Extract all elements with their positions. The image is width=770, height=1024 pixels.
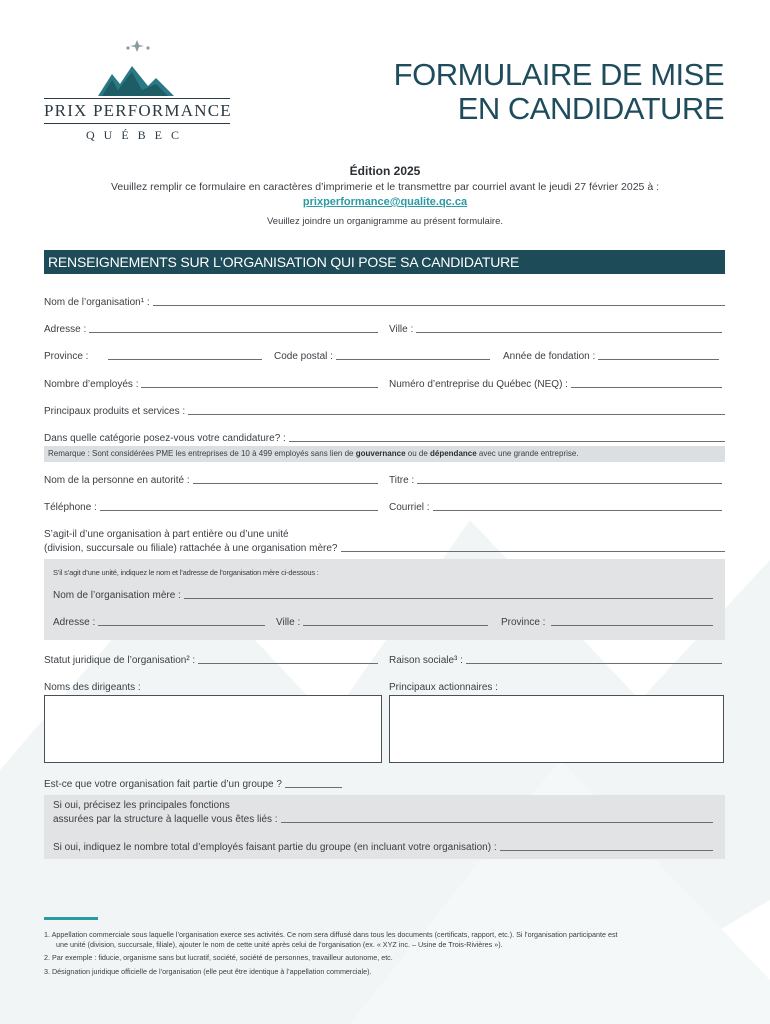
employees-field[interactable]: Nombre d’employés : bbox=[44, 379, 378, 390]
address-field[interactable]: Adresse : bbox=[44, 324, 378, 335]
footnote-divider bbox=[44, 917, 98, 920]
logo-line1: PRIX PERFORMANCE bbox=[44, 98, 230, 124]
unit-question-field[interactable]: (division, succursale ou filiale) rattachée à une organisation mère? bbox=[44, 543, 725, 554]
directors-textbox[interactable] bbox=[44, 695, 382, 763]
group-question-line1: Si oui, précisez les principales fonctions bbox=[53, 800, 230, 811]
org-name-field[interactable]: Nom de l’organisation¹ : bbox=[44, 297, 725, 308]
authority-person-field[interactable]: Nom de la personne en autorité : bbox=[44, 475, 378, 486]
logo-line2: QUÉBEC bbox=[86, 128, 188, 142]
postal-code-field[interactable]: Code postal : bbox=[274, 351, 490, 362]
attach-note: Veuillez joindre un organigramme au présent formulaire. bbox=[266, 216, 504, 227]
neq-field[interactable]: Numéro d’entreprise du Québec (NEQ) : bbox=[389, 379, 722, 390]
title-line2: EN CANDIDATURE bbox=[457, 91, 724, 126]
footnote-2: 2. Par exemple : fiducie, organisme sans but lucratif, société, société de personnes, travailleur autonome, etc. bbox=[44, 953, 393, 962]
shareholders-textbox[interactable] bbox=[389, 695, 724, 763]
form-title bbox=[394, 58, 724, 126]
email-link[interactable]: prixperformance@qualite.qc.ca bbox=[302, 196, 468, 208]
phone-field[interactable]: Téléphone : bbox=[44, 502, 378, 513]
edition: Édition 2025 bbox=[349, 164, 421, 178]
group-field[interactable]: Est-ce que votre organisation fait partie d’un groupe ? bbox=[44, 779, 342, 790]
city-field[interactable]: Ville : bbox=[389, 324, 722, 335]
parent-province-field[interactable]: Province : bbox=[501, 617, 713, 628]
parent-org-note: S’il s’agit d’une unité, indiquez le nom et l’adresse de l’organisation mère ci-dessous : bbox=[53, 568, 319, 577]
sme-remark: Remarque : Sont considérées PME les entreprises de 10 à 499 employés sans lien de gouvernance ou de dépendance avec une grande entreprise. bbox=[44, 446, 725, 462]
legal-status-field[interactable]: Statut juridique de l’organisation² : bbox=[44, 655, 378, 666]
instructions: Veuillez remplir ce formulaire en caractères d’imprimerie et le transmettre par courriel avant le jeudi 27 février 2025 à : bbox=[111, 181, 659, 193]
section-banner: RENSEIGNEMENTS SUR L’ORGANISATION QUI POSE SA CANDIDATURE bbox=[44, 250, 725, 274]
parent-city-field[interactable]: Ville : bbox=[276, 617, 488, 628]
footnote-1: 1. Appellation commerciale sous laquelle l’organisation exerce ses activités. Ce nom sera diffusé dans tous les documents (certificats, rapport, etc.). Si l’organisation participante est bbox=[44, 930, 618, 939]
title-field[interactable]: Titre : bbox=[389, 475, 722, 486]
category-field[interactable]: Dans quelle catégorie posez-vous votre candidature? : bbox=[44, 433, 725, 444]
footnote-3: 3. Désignation juridique officielle de l’organisation (elle peut être identique à l’appellation commerciale). bbox=[44, 967, 372, 976]
directors-label: Noms des dirigeants : bbox=[44, 682, 141, 693]
parent-org-name-field[interactable]: Nom de l’organisation mère : bbox=[53, 590, 713, 601]
products-field[interactable]: Principaux produits et services : bbox=[44, 406, 725, 417]
province-field[interactable]: Province : bbox=[44, 351, 262, 362]
group-employees-field[interactable]: Si oui, indiquez le nombre total d’employés faisant partie du groupe (en incluant votre organisation) : bbox=[53, 842, 713, 853]
company-name-field[interactable]: Raison sociale³ : bbox=[389, 655, 722, 666]
footnote-1-cont: une unité (division, succursale, filiale), ajouter le nom de cette unité après celui de l’organisation (ex. « XYZ inc. – Usine de Trois-Rivières »). bbox=[56, 940, 503, 949]
unit-question-line1: S’agit-il d’une organisation à part entière ou d’une unité bbox=[44, 529, 289, 540]
group-functions-field[interactable]: assurées par la structure à laquelle vous êtes liés : bbox=[53, 814, 713, 825]
shareholders-label: Principaux actionnaires : bbox=[389, 682, 498, 693]
logo-text bbox=[44, 98, 230, 143]
title-line1: FORMULAIRE DE MISE bbox=[393, 57, 724, 92]
parent-address-field[interactable]: Adresse : bbox=[53, 617, 265, 628]
founding-year-field[interactable]: Année de fondation : bbox=[503, 351, 719, 362]
email-field[interactable]: Courriel : bbox=[389, 502, 722, 513]
